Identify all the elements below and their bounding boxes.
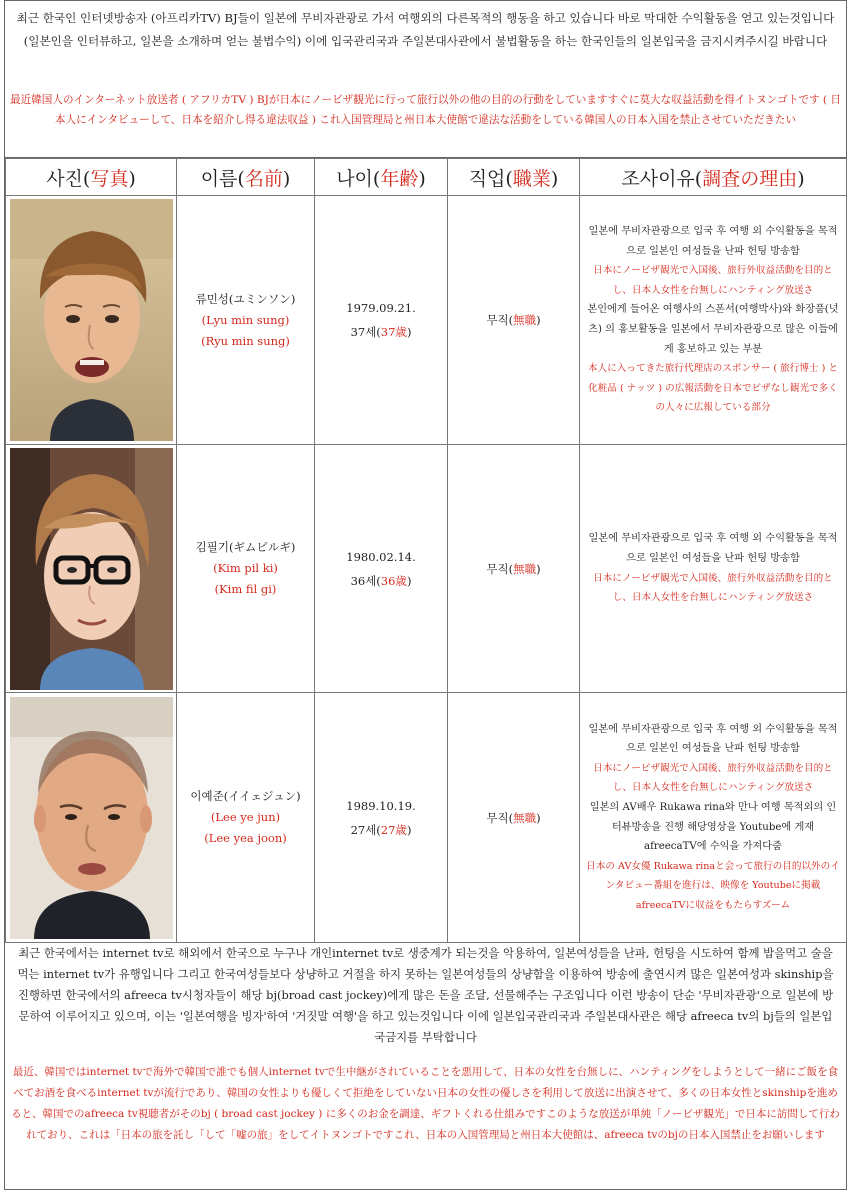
header-job: 직업(職業) bbox=[448, 159, 580, 196]
reason-japanese-1: 日本にノービザ観光で入国後、旅行外収益活動を目的とし、日本人女性を台無しにハンティング放送さ bbox=[593, 572, 833, 604]
table-row bbox=[6, 445, 847, 693]
reason-korean-2: 본인에게 들어온 여행사의 스폰서(여행박사)와 화장품(넛츠) 의 홍보활동을 일본에서 무비자관광으로 많은 이들에게 홍보하고 있는 부분 bbox=[587, 304, 839, 355]
intro-japanese-text: 最近韓国人のインターネット放送者 ( アフリカTV ) BJが日本にノービザ観光に行って旅行以外の他の目的の行動をしていますすぐに莫大な収益活動を得イトヌンゴトです ( 日本人にインタビューして、日本を紹介し得る違法収益 ) これ入国管理局と州日本大使館で違法な活動をしている韓国人の日本入国を禁止させていただきたい bbox=[10, 94, 841, 126]
table-row bbox=[6, 693, 847, 943]
intro-section bbox=[5, 1, 846, 158]
outro-section bbox=[5, 941, 846, 1191]
age-cell bbox=[315, 693, 448, 943]
reason-japanese-1: 日本にノービザ観光で入国後、旅行外収益活動を目的とし、日本人女性を台無しにハンティング放送さ bbox=[593, 762, 833, 794]
header-photo: 사진(写真) bbox=[6, 159, 177, 196]
photo-cell bbox=[6, 196, 177, 445]
reason-japanese-1: 日本にノービザ観光で入国後、旅行外収益活動を目的とし、日本人女性を台無しにハンティング放送さ bbox=[593, 265, 833, 296]
birth-date: 1989.10.19. bbox=[346, 798, 416, 813]
name-korean: 류민성(ユミンソン) bbox=[195, 291, 296, 306]
job-cell: 무직(無職) bbox=[448, 196, 580, 445]
name-romanized-1: (Lyu min sung) bbox=[201, 312, 290, 327]
age-cell bbox=[315, 196, 448, 445]
name-romanized-2: (Kim fil gi) bbox=[214, 582, 277, 596]
header-name: 이름(名前) bbox=[177, 159, 315, 196]
outro-korean-text: 최근 한국에서는 internet tv로 해외에서 한국으로 누구나 개인internet tv로 생중계가 되는것을 악용하여, 일본여성들을 난파, 헌팅을 시도하여 함께 밥을먹고 술을먹는 internet tv가 유행입니다 그리고 한국여성들보다 상냥하고 거절을 하지 못하는 일본여성들의 상냥함을 이용하여 방송에 출연시켜 많은 일본여성과 skinship을 진행하면 한국에서의 afreeca tv시청자들이 해당 bj(broad cast jockey)에게 많은 돈을 조달, 선물해주는 구조입니다 이런 방송이 단순 '무비자관광'으로 일본에 방문하여 이루어지고 있으며, 이는 '일본여행을 빙자'하여 '거짓말 여행'을 하고 있는것입니다 이에 일본입국관리국과 주일본대사관은 해당 afreeca tv의 bj들의 일본입국금지를 부탁합니다 bbox=[17, 946, 834, 1044]
name-romanized-2: (Lee yea joon) bbox=[204, 831, 287, 845]
age-value: 27세(27歳) bbox=[350, 822, 412, 837]
reason-cell bbox=[580, 445, 847, 693]
name-romanized-2: (Ryu min sung) bbox=[201, 333, 290, 348]
portrait-photo-1 bbox=[10, 199, 173, 441]
name-cell bbox=[177, 445, 315, 693]
name-romanized-1: (Lee ye jun) bbox=[210, 810, 281, 824]
table-header-row bbox=[6, 159, 847, 196]
job-cell: 무직(無職) bbox=[448, 445, 580, 693]
reason-korean-2: 일본의 AV배우 Rukawa rina와 만나 여행 목적외의 인터뷰방송을 진행 해당영상을 Youtube에 게재 afreecaTV에 수익을 가져다줌 bbox=[589, 801, 837, 853]
petition-document bbox=[4, 0, 847, 1190]
photo-cell bbox=[6, 445, 177, 693]
birth-date: 1979.09.21. bbox=[346, 301, 416, 315]
portrait-photo-2 bbox=[10, 448, 173, 690]
reason-japanese-2: 本人に入ってきた旅行代理店のスポンサー ( 旅行博士 ) と化粧品 ( ナッツ ) の広報活動を日本でビザなし観光で多くの人々に広報している部分 bbox=[588, 363, 838, 414]
name-korean: 김필기(ギムピルギ) bbox=[195, 540, 296, 554]
suspect-table bbox=[5, 158, 847, 943]
name-korean: 이예준(イイェジュン) bbox=[190, 789, 301, 803]
reason-cell bbox=[580, 196, 847, 445]
header-reason: 조사이유(調査の理由) bbox=[580, 159, 847, 196]
photo-cell bbox=[6, 693, 177, 943]
reason-cell bbox=[580, 693, 847, 943]
age-value: 37세(37歳) bbox=[350, 325, 412, 339]
reason-korean-1: 일본에 무비자관광으로 입국 후 여행 외 수익활동을 목적으로 일본인 여성들을 난파 헌팅 방송함 bbox=[588, 723, 838, 755]
age-value: 36세(36歳) bbox=[350, 573, 412, 588]
age-cell bbox=[315, 445, 448, 693]
reason-korean-1: 일본에 무비자관광으로 입국 후 여행 외 수익활동을 목적으로 일본인 여성들을 난파 헌팅 방송함 bbox=[588, 533, 838, 564]
job-cell: 무직(無職) bbox=[448, 693, 580, 943]
table-row bbox=[6, 196, 847, 445]
name-cell bbox=[177, 693, 315, 943]
reason-japanese-2: 日本の AV女優 Rukawa rinaと会って旅行の目的以外のインタビュー番組を進行は、映像を Youtubeに掲載 afreecaTVに収益をもたらすズーム bbox=[586, 860, 840, 911]
name-romanized-1: (Kim pil ki) bbox=[213, 561, 278, 575]
intro-korean-text: 최근 한국인 인터넷방송자 (아프리카TV) BJ들이 일본에 무비자관광로 가서 여행외의 다른목적의 행동을 하고 있습니다 바로 막대한 수익활동을 얻고 있는것입니다 (일본인을 인터뷰하고, 일본을 소개하며 얻는 불법수익) 이에 입국관리국과 주일본대사관에서 불법활동을 하는 한국인들의 일본입국을 금지시켜주시길 바랍니다 bbox=[16, 11, 835, 48]
header-age: 나이(年齢) bbox=[315, 159, 448, 196]
reason-korean-1: 일본에 무비자관광으로 입국 후 여행 외 수익활동을 목적으로 일본인 여성들을 난파 헌팅 방송함 bbox=[588, 226, 838, 257]
outro-japanese-text: 最近、韓国ではinternet tvで海外で韓国で誰でも個人internet tvで生中継がされていることを悪用して、日本の女性を台無しに、ハンティングをしようとして一緒にご飯を食べてお酒を食べるinternet tvが流行であり、韓国の女性よりも優しくて拒絶をしていない日本の女性の優しさを利用して放送に出演させて、多くの日本女性とskinshipを進めると、韓国でのafreeca tv視聴者がそのbj ( broad cast jockey ) に多くのお金を調達、ギフトくれる仕組みですこのような放送が単純「ノービザ観光」で日本に訪問して行われており、これは「日本の旅を託し「して「嘘の旅」をしてイトヌンゴトですこれ、日本の入国管理局と州日本大使館は、afreeca tvのbjの日本入国禁止をお願いします bbox=[11, 1066, 840, 1141]
name-cell bbox=[177, 196, 315, 445]
birth-date: 1980.02.14. bbox=[346, 549, 416, 564]
portrait-photo-3 bbox=[10, 697, 173, 939]
